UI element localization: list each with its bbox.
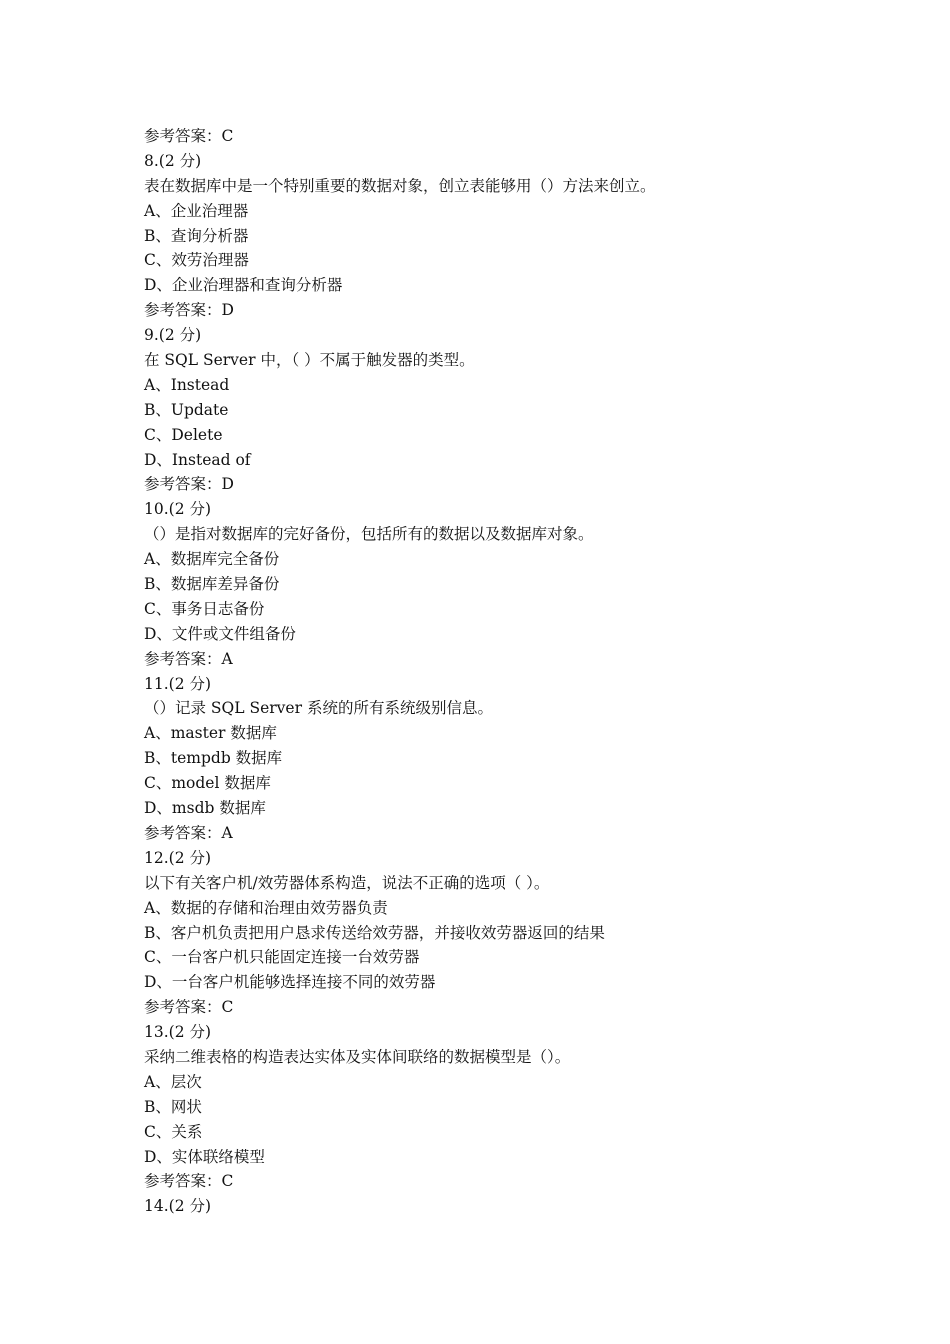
question-10-text: （）是指对数据库的完好备份，包括所有的数据以及数据库对象。 (144, 525, 594, 544)
answer-q10: 参考答案：A (144, 649, 233, 668)
question-13-option-a: A、层次 (144, 1072, 202, 1091)
question-8-text: 表在数据库中是一个特别重要的数据对象，创立表能够用（）方法来创立。 (144, 176, 656, 195)
question-13-option-b: B、网状 (144, 1097, 202, 1116)
question-13-option-c: C、关系 (144, 1122, 203, 1141)
question-10-option-b: B、数据库差异备份 (144, 575, 280, 594)
question-9-option-d: D、Instead of (144, 450, 251, 469)
question-12-option-b: B、客户机负责把用户恳求传送给效劳器，并接收效劳器返回的结果 (144, 923, 605, 942)
question-12-text: 以下有关客户机/效劳器体系构造，说法不正确的选项（ ）。 (144, 873, 550, 892)
question-13-number: 13.(2 分) (144, 1023, 212, 1042)
question-13-text: 采纳二维表格的构造表达实体及实体间联络的数据模型是（）。 (144, 1047, 571, 1066)
question-9-text: 在 SQL Server 中，（ ）不属于触发器的类型。 (144, 351, 475, 370)
question-12-option-d: D、一台客户机能够选择连接不同的效劳器 (144, 973, 436, 992)
question-12-number: 12.(2 分) (144, 848, 212, 867)
question-11-text: （）记录 SQL Server 系统的所有系统级别信息。 (144, 699, 493, 718)
question-14-number: 14.(2 分) (144, 1197, 212, 1216)
question-11-option-a: A、master 数据库 (144, 724, 277, 743)
answer-q9: 参考答案：D (144, 475, 234, 494)
answer-q13: 参考答案：C (144, 1172, 234, 1191)
question-10-option-a: A、数据库完全备份 (144, 550, 280, 569)
question-10-number: 10.(2 分) (144, 500, 212, 519)
answer-q11: 参考答案：A (144, 823, 233, 842)
question-9-option-a: A、Instead (144, 375, 230, 394)
question-9-option-b: B、Update (144, 400, 229, 419)
question-11-option-c: C、model 数据库 (144, 774, 271, 793)
question-12-option-a: A、数据的存储和治理由效劳器负责 (144, 898, 388, 917)
question-12-option-c: C、一台客户机只能固定连接一台效劳器 (144, 948, 420, 967)
question-8-option-a: A、企业治理器 (144, 201, 249, 220)
question-8-number: 8.(2 分) (144, 151, 202, 170)
question-11-number: 11.(2 分) (144, 674, 212, 693)
document-body (144, 124, 844, 1219)
question-13-option-d: D、实体联络模型 (144, 1147, 265, 1166)
question-8-option-d: D、企业治理器和查询分析器 (144, 276, 343, 295)
question-8-option-b: B、查询分析器 (144, 226, 249, 245)
question-9-option-c: C、Delete (144, 425, 223, 444)
question-8-option-c: C、效劳治理器 (144, 251, 249, 270)
question-11-option-b: B、tempdb 数据库 (144, 749, 283, 768)
answer-q12: 参考答案：C (144, 998, 234, 1017)
question-11-option-d: D、msdb 数据库 (144, 799, 266, 818)
answer-q8: 参考答案：D (144, 301, 234, 320)
question-10-option-d: D、文件或文件组备份 (144, 624, 296, 643)
answer-q7: 参考答案：C (144, 127, 234, 145)
question-10-option-c: C、事务日志备份 (144, 599, 265, 618)
question-9-number: 9.(2 分) (144, 326, 202, 345)
